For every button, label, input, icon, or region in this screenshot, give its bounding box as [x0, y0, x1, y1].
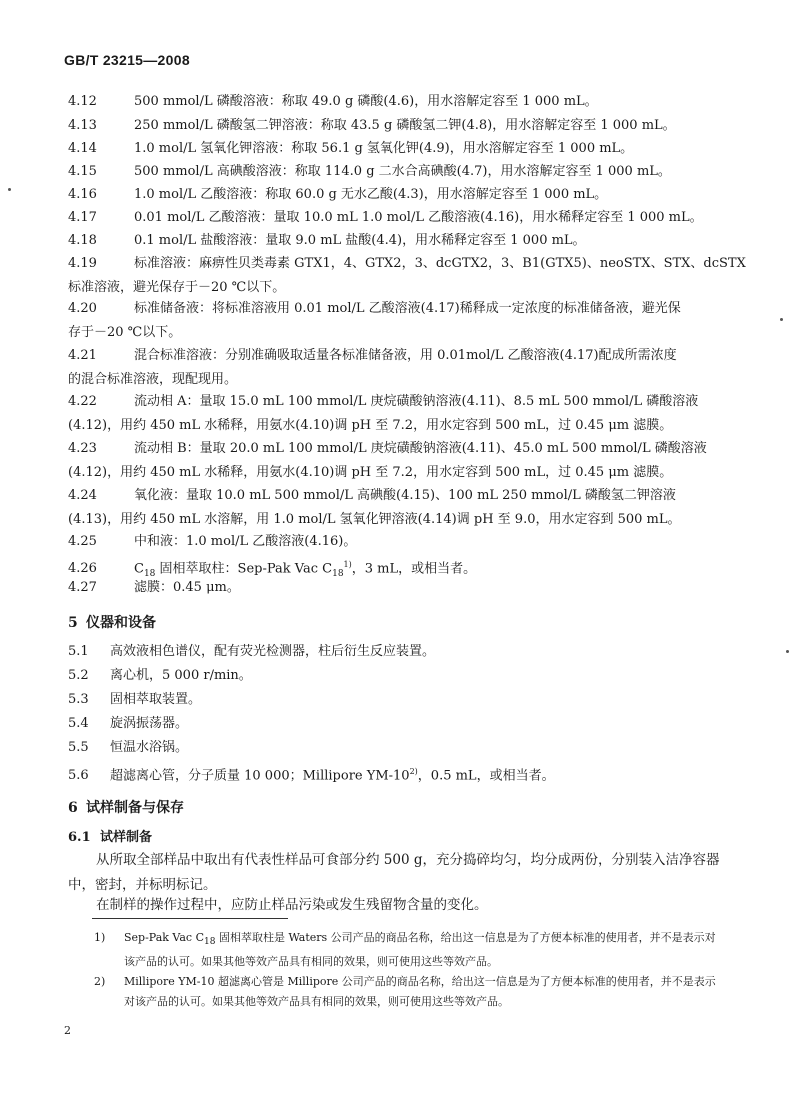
clause-number: 4.18 [68, 233, 97, 248]
clause-text: 1.0 mol/L 乙酸溶液：称取 60.0 g 无水乙酸(4.3)，用水溶解定容至 1 000 mL。 [134, 187, 608, 202]
clause-number: 4.16 [68, 187, 97, 202]
clause-4-21 [68, 344, 724, 391]
clause-text-continued: (4.12)，用约 450 mL 水稀释，用氨水(4.10)调 pH 至 7.2，用水定容到 500 mL，过 0.45 μm 滤膜。 [68, 417, 673, 433]
section-title: 试样制备与保存 [86, 800, 184, 816]
clause-text: 流动相 A：量取 15.0 mL 100 mmol/L 庚烷磺酸钠溶液(4.11)、8.5 mL 500 mmol/L 磷酸溶液 [134, 394, 699, 409]
section-title: 仪器和设备 [86, 615, 156, 631]
clause-text-continued: (4.13)，用约 450 mL 水溶解，用 1.0 mol/L 氢氧化钾溶液(4.14)调 pH 至 9.0，用水定容到 500 mL。 [68, 511, 681, 527]
clause-5-6 [68, 760, 724, 788]
subsection-title: 试样制备 [100, 830, 153, 845]
scan-speck [780, 318, 783, 321]
clause-4-17 [68, 206, 724, 230]
clause-text: 1.0 mol/L 氢氧化钾溶液：称取 56.1 g 氢氧化钾(4.9)，用水溶解定容至 1 000 mL。 [134, 141, 634, 156]
footnote-text-post: 固相萃取柱是 Waters 公司产品的商品名称，给出这一信息是为了方便本标准的使用者，并不是表示对该产品的认可。如果其他等效产品具有相同的效果，则可使用这些等效产品。 [124, 931, 716, 969]
clause-number: 5.4 [68, 716, 89, 731]
clause-4-15 [68, 160, 724, 184]
clause-5-3 [68, 688, 724, 712]
clause-number: 4.26 [68, 561, 97, 577]
clause-number: 4.12 [68, 94, 97, 109]
clause-number: 4.17 [68, 210, 97, 225]
clause-number: 4.27 [68, 580, 97, 595]
subscript-18: 18 [204, 937, 216, 948]
clause-text: 0.1 mol/L 盐酸溶液：量取 9.0 mL 盐酸(4.4)，用水稀释定容至 1 000 mL。 [134, 233, 586, 248]
clause-4-23 [68, 437, 724, 484]
scan-speck [8, 188, 11, 191]
clause-text: 混合标准溶液：分别准确吸取适量各标准储备液，用 0.01mol/L 乙酸溶液(4.17)配成所需浓度 [134, 348, 677, 363]
clause-4-18 [68, 229, 724, 253]
clause-text: 0.01 mol/L 乙酸溶液：量取 10.0 mL 1.0 mol/L 乙酸溶液(4.16)，用水稀释定容至 1 000 mL。 [134, 210, 703, 225]
clause-text: 离心机，5 000 r/min。 [110, 668, 252, 683]
clause-4-12 [68, 90, 724, 114]
clause-text: 250 mmol/L 磷酸氢二钾溶液：称取 43.5 g 磷酸氢二钾(4.8)，用水溶解定容至 1 000 mL。 [134, 118, 676, 133]
clause-number: 4.22 [68, 394, 97, 409]
scan-speck [786, 650, 789, 653]
clause-number: 5.1 [68, 644, 89, 659]
clause-text: 高效液相色谱仪，配有荧光检测器，柱后衍生反应装置。 [110, 644, 436, 659]
clause-text: 旋涡振荡器。 [110, 716, 189, 731]
clause-text: 超滤离心管，分子质量 10 000；Millipore YM-10 [110, 768, 410, 784]
document-header: GB/T 23215—2008 [64, 52, 190, 68]
footnote-number: 2) [94, 975, 106, 988]
clause-number: 5.5 [68, 740, 89, 755]
clause-text-continued: 存于－20 ℃以下。 [68, 324, 182, 340]
footnote-ref-1: 1) [343, 560, 352, 569]
footnote-2 [94, 972, 724, 1012]
footnote-divider [92, 918, 288, 919]
subscript-18: 18 [332, 568, 344, 579]
clause-number: 4.25 [68, 534, 97, 549]
clause-number: 5.2 [68, 668, 89, 683]
clause-text: 流动相 B：量取 20.0 mL 100 mmol/L 庚烷磺酸钠溶液(4.11)、45.0 mL 500 mmol/L 磷酸溶液 [134, 441, 707, 456]
clause-number: 4.24 [68, 488, 97, 503]
clause-5-1 [68, 640, 724, 664]
footnote-ref-2: 2) [409, 767, 418, 776]
clause-text: 中和液：1.0 mol/L 乙酸溶液(4.16)。 [134, 534, 357, 549]
footnote-text [124, 928, 724, 972]
clause-text: 标准溶液：麻痹性贝类毒素 GTX1，4、GTX2，3、dcGTX2，3、B1(GTX5)、neoSTX、STX、dcSTX [134, 256, 746, 271]
clause-text-continued: 的混合标准溶液，现配现用。 [68, 371, 238, 387]
clause-text: 500 mmol/L 磷酸溶液：称取 49.0 g 磷酸(4.6)，用水溶解定容至 1 000 mL。 [134, 94, 598, 109]
clause-text: 恒温水浴锅。 [110, 740, 189, 755]
clause-number: 4.21 [68, 348, 97, 363]
footnote-text: Millipore YM-10 超滤离心管是 Millipore 公司产品的商品名称，给出这一信息是为了方便本标准的使用者，并不是表示对该产品的认可。如果其他等效产品具有相同的效果，则可使用这些等效产品。 [124, 975, 716, 1008]
paragraph-contamination: 在制样的操作过程中，应防止样品污染或发生残留物含量的变化。 [96, 897, 488, 913]
clause-text-mid: 固相萃取柱：Sep-Pak Vac C [155, 561, 333, 577]
footnote-text-pre: Sep-Pak Vac C [124, 931, 204, 944]
clause-4-14 [68, 137, 724, 161]
clause-4-19 [68, 252, 746, 299]
clause-text-post: ，0.5 mL，或相当者。 [417, 768, 555, 784]
section-6-heading [68, 797, 184, 817]
clause-4-22 [68, 390, 724, 437]
clause-4-16 [68, 183, 724, 207]
subscript-18: 18 [143, 568, 156, 579]
clause-number: 4.19 [68, 256, 97, 271]
clause-text: 氧化液：量取 10.0 mL 500 mmol/L 高碘酸(4.15)、100 mL 250 mmol/L 磷酸氢二钾溶液 [134, 488, 676, 503]
clause-text: 固相萃取装置。 [110, 692, 202, 707]
clause-text-c: C [134, 561, 144, 577]
clause-4-24 [68, 484, 724, 531]
clause-text-continued: 标准溶液，避光保存于－20 ℃以下。 [68, 279, 286, 295]
clause-text: 标准储备液：将标准溶液用 0.01 mol/L 乙酸溶液(4.17)稀释成一定浓度的标准储备液，避光保 [134, 301, 681, 316]
clause-number: 4.13 [68, 118, 97, 133]
page-number: 2 [64, 1024, 71, 1037]
clause-number: 4.20 [68, 301, 97, 316]
footnote-number: 1) [94, 931, 106, 944]
section-number: 5 [68, 615, 78, 631]
clause-5-4 [68, 712, 724, 736]
clause-4-13 [68, 114, 724, 138]
clause-number: 5.3 [68, 692, 89, 707]
clause-number: 4.23 [68, 441, 97, 456]
clause-text-post: ，3 mL，或相当者。 [351, 561, 477, 577]
clause-4-25 [68, 530, 724, 554]
clause-4-27 [68, 576, 724, 600]
section-5-heading [68, 612, 156, 632]
clause-5-2 [68, 664, 724, 688]
clause-text-continued: (4.12)，用约 450 mL 水稀释，用氨水(4.10)调 pH 至 7.2，用水定容到 500 mL，过 0.45 μm 滤膜。 [68, 464, 673, 480]
clause-4-20 [68, 297, 724, 344]
clause-text: 滤膜：0.45 μm。 [134, 580, 240, 595]
clause-number: 4.15 [68, 164, 97, 179]
clause-5-5 [68, 736, 724, 760]
subsection-6-1-heading [68, 826, 152, 845]
footnote-1 [94, 928, 724, 972]
subsection-number: 6.1 [68, 830, 91, 845]
clause-text: 500 mmol/L 高碘酸溶液：称取 114.0 g 二水合高碘酸(4.7)，用水溶解定容至 1 000 mL。 [134, 164, 671, 179]
section-number: 6 [68, 800, 78, 816]
clause-number: 5.6 [68, 768, 89, 784]
paragraph-sample-prep: 从所取全部样品中取出有代表性样品可食部分约 500 g，充分捣碎均匀，均分成两份，分别装入洁净容器中，密封，并标明标记。 [68, 852, 720, 893]
clause-number: 4.14 [68, 141, 97, 156]
